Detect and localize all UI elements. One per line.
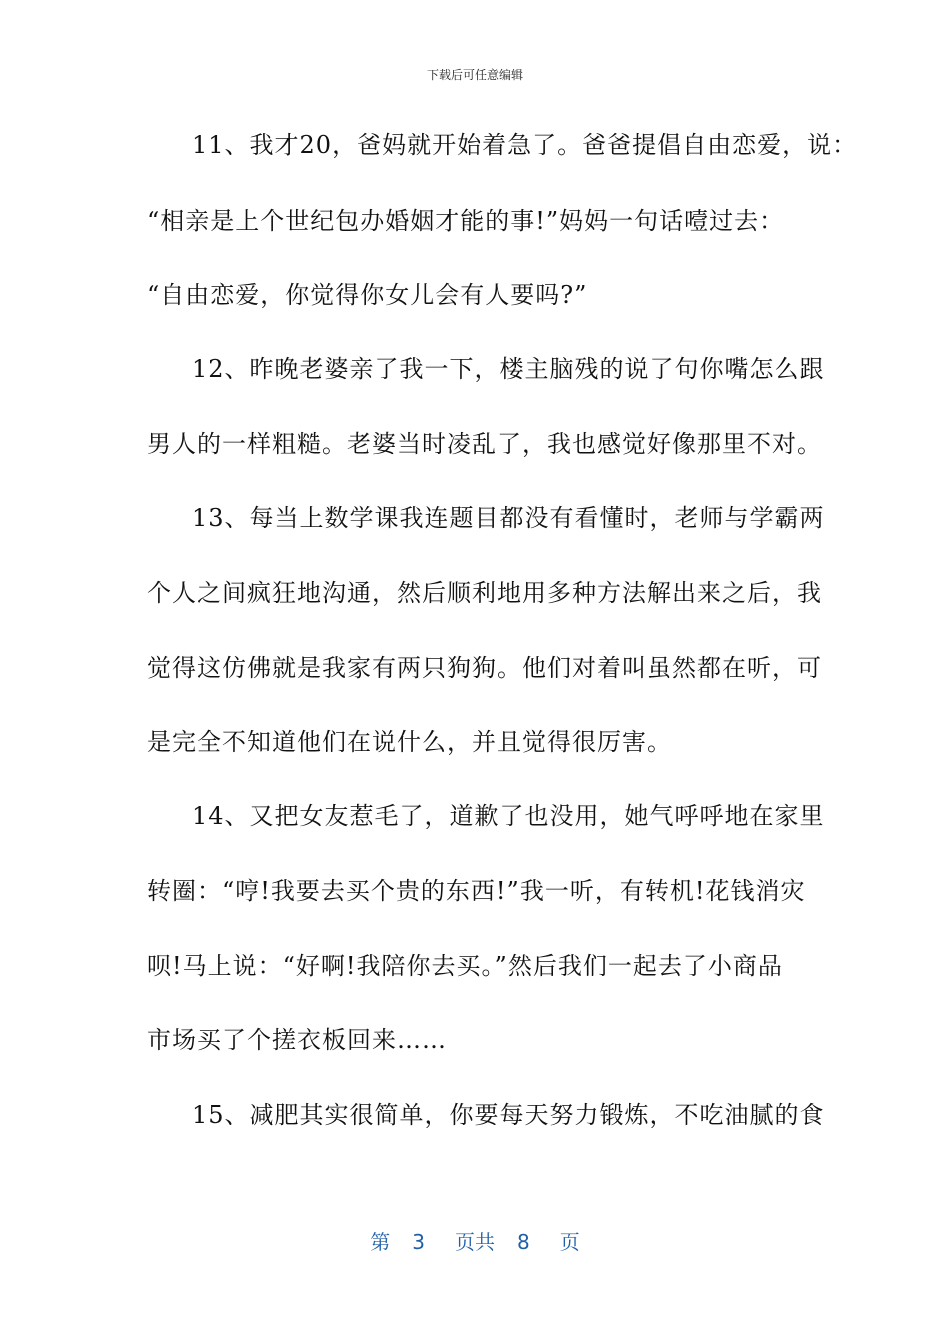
paragraph-14-line-3: 呗!马上说：“好啊!我陪你去买。”然后我们一起去了小商品 [147,952,783,980]
paragraph-14-line-4: 市场买了个搓衣板回来…… [147,1026,447,1054]
page-header: 下载后可任意编辑 [426,68,523,82]
paragraph-14-line-2: 转圈：“哼!我要去买个贵的东西!”我一听，有转机!花钱消灾 [147,877,806,905]
paragraph-13-line-2: 个人之间疯狂地沟通，然后顺利地用多种方法解出来之后，我 [147,579,822,607]
paragraph-12-line-2: 男人的一样粗糙。老婆当时凌乱了，我也感觉好像那里不对。 [147,430,822,458]
paragraph-13-line-1: 13、每当上数学课我连题目都没有看懂时，老师与学霸两 [192,504,825,532]
paragraph-11-line-3: “自由恋爱，你觉得你女儿会有人要吗?” [147,281,588,309]
footer-prefix: 第 [370,1230,391,1254]
total-page-number: 8 [517,1230,530,1254]
paragraph-14-line-1: 14、又把女友惹毛了，道歉了也没用，她气呼呼地在家里 [192,802,825,830]
footer-suffix: 页 [559,1230,580,1254]
paragraph-12-line-1: 12、昨晚老婆亲了我一下，楼主脑残的说了句你嘴怎么跟 [192,355,825,383]
paragraph-11-line-2: “相亲是上个世纪包办婚姻才能的事!”妈妈一句话噎过去： [147,207,785,235]
current-page-number: 3 [412,1230,425,1254]
paragraph-11-line-1: 11、我才20，爸妈就开始着急了。爸爸提倡自由恋爱，说： [192,131,858,159]
paragraph-15-line-1: 15、减肥其实很简单，你要每天努力锻炼，不吃油腻的食 [192,1101,825,1129]
footer-middle: 页共 [455,1230,495,1254]
paragraph-13-line-3: 觉得这仿佛就是我家有两只狗狗。他们对着叫虽然都在听，可 [147,654,822,682]
paragraph-13-line-4: 是完全不知道他们在说什么，并且觉得很厉害。 [147,728,672,756]
page-number-footer [0,1226,950,1255]
